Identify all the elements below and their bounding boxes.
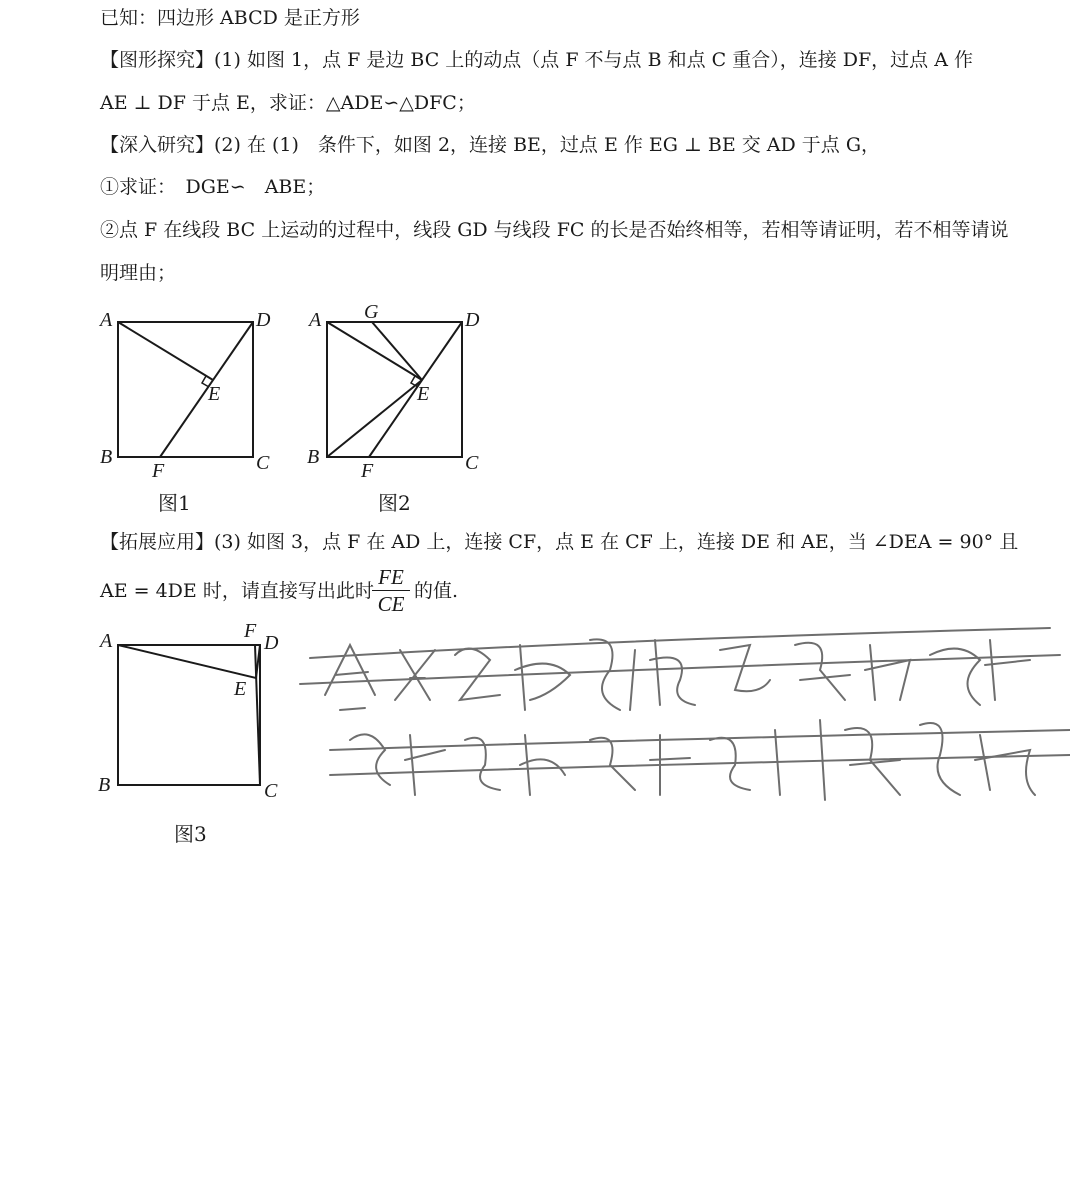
fig3-segment-ae — [118, 645, 256, 678]
fig1-label-d: D — [256, 309, 271, 331]
figure-2 — [327, 322, 462, 457]
fig2-label-e: E — [417, 383, 430, 405]
figure-3 — [90, 615, 300, 810]
fig1-segment-ae — [118, 322, 213, 380]
fig3-label-a: A — [100, 630, 113, 652]
fig2-label-b: B — [307, 446, 320, 468]
fig2-segment-eg — [372, 322, 422, 380]
fig3-label-f: F — [244, 620, 257, 642]
fraction-bar — [372, 590, 410, 591]
problem-part2-q2-cont: 明理由； — [100, 262, 177, 284]
problem-part3-text-end: 的值. — [414, 580, 459, 602]
problem-part2-q2: ②点 F 在线段 BC 上运动的过程中，线段 GD 与线段 FC 的长是否始终相等，若相等请证明，若不相等请说 — [100, 219, 1009, 241]
problem-part1-text: 【图形探究】(1) 如图 1，点 F 是边 BC 上的动点（点 F 不与点 B 和点 C 重合），连接 DF，过点 A 作 — [100, 49, 973, 71]
fig3-label-d: D — [264, 632, 279, 654]
fig3-label-c: C — [264, 780, 278, 802]
fig1-caption: 图1 — [158, 491, 191, 515]
fig1-label-a: A — [100, 309, 113, 331]
fig1-segment-df — [160, 322, 253, 457]
fig2-segment-be — [327, 380, 422, 457]
fig2-caption: 图2 — [378, 491, 411, 515]
problem-part2-q1: ①求证： DGE∽ ABE； — [100, 176, 326, 198]
fig2-label-f: F — [361, 460, 374, 482]
fig1-label-c: C — [256, 452, 270, 474]
fraction-denominator: CE — [377, 592, 405, 616]
fig1-label-f: F — [152, 460, 165, 482]
fraction-numerator: FE — [378, 565, 404, 589]
problem-part2-text: 【深入研究】(2) 在 (1) 条件下，如图 2，连接 BE，过点 E 作 EG ⊥ BE 交 AD 于点 G， — [100, 134, 881, 156]
fig2-square — [327, 322, 462, 457]
fig3-caption: 图3 — [174, 822, 207, 846]
fig2-label-g: G — [364, 301, 379, 323]
fig1-label-b: B — [100, 446, 113, 468]
fig2-segment-df — [369, 322, 462, 457]
figures-1-2 — [90, 300, 530, 530]
problem-part3-text: 【拓展应用】(3) 如图 3，点 F 在 AD 上，连接 CF，点 E 在 CF 上，连接 DE 和 AE，当 ∠DEA = 90° 且 — [100, 531, 1019, 553]
problem-part3-text-cont: AE = 4DE 时，请直接写出此时 — [100, 580, 374, 602]
figure-1 — [118, 322, 253, 457]
fig1-label-e: E — [208, 383, 221, 405]
problem-given: 已知：四边形 ABCD 是正方形 — [100, 7, 360, 29]
fig2-label-a: A — [309, 309, 322, 331]
fig3-square — [118, 645, 260, 785]
fig2-label-c: C — [465, 452, 479, 474]
fig3-label-b: B — [98, 774, 111, 796]
fig2-label-d: D — [465, 309, 480, 331]
handwriting-scribble — [290, 600, 1070, 820]
problem-part1-text-cont: AE ⊥ DF 于点 E，求证：△ADE∽△DFC； — [100, 92, 476, 114]
fig3-label-e: E — [234, 678, 247, 700]
fig2-segment-ae — [327, 322, 422, 380]
fig1-square — [118, 322, 253, 457]
